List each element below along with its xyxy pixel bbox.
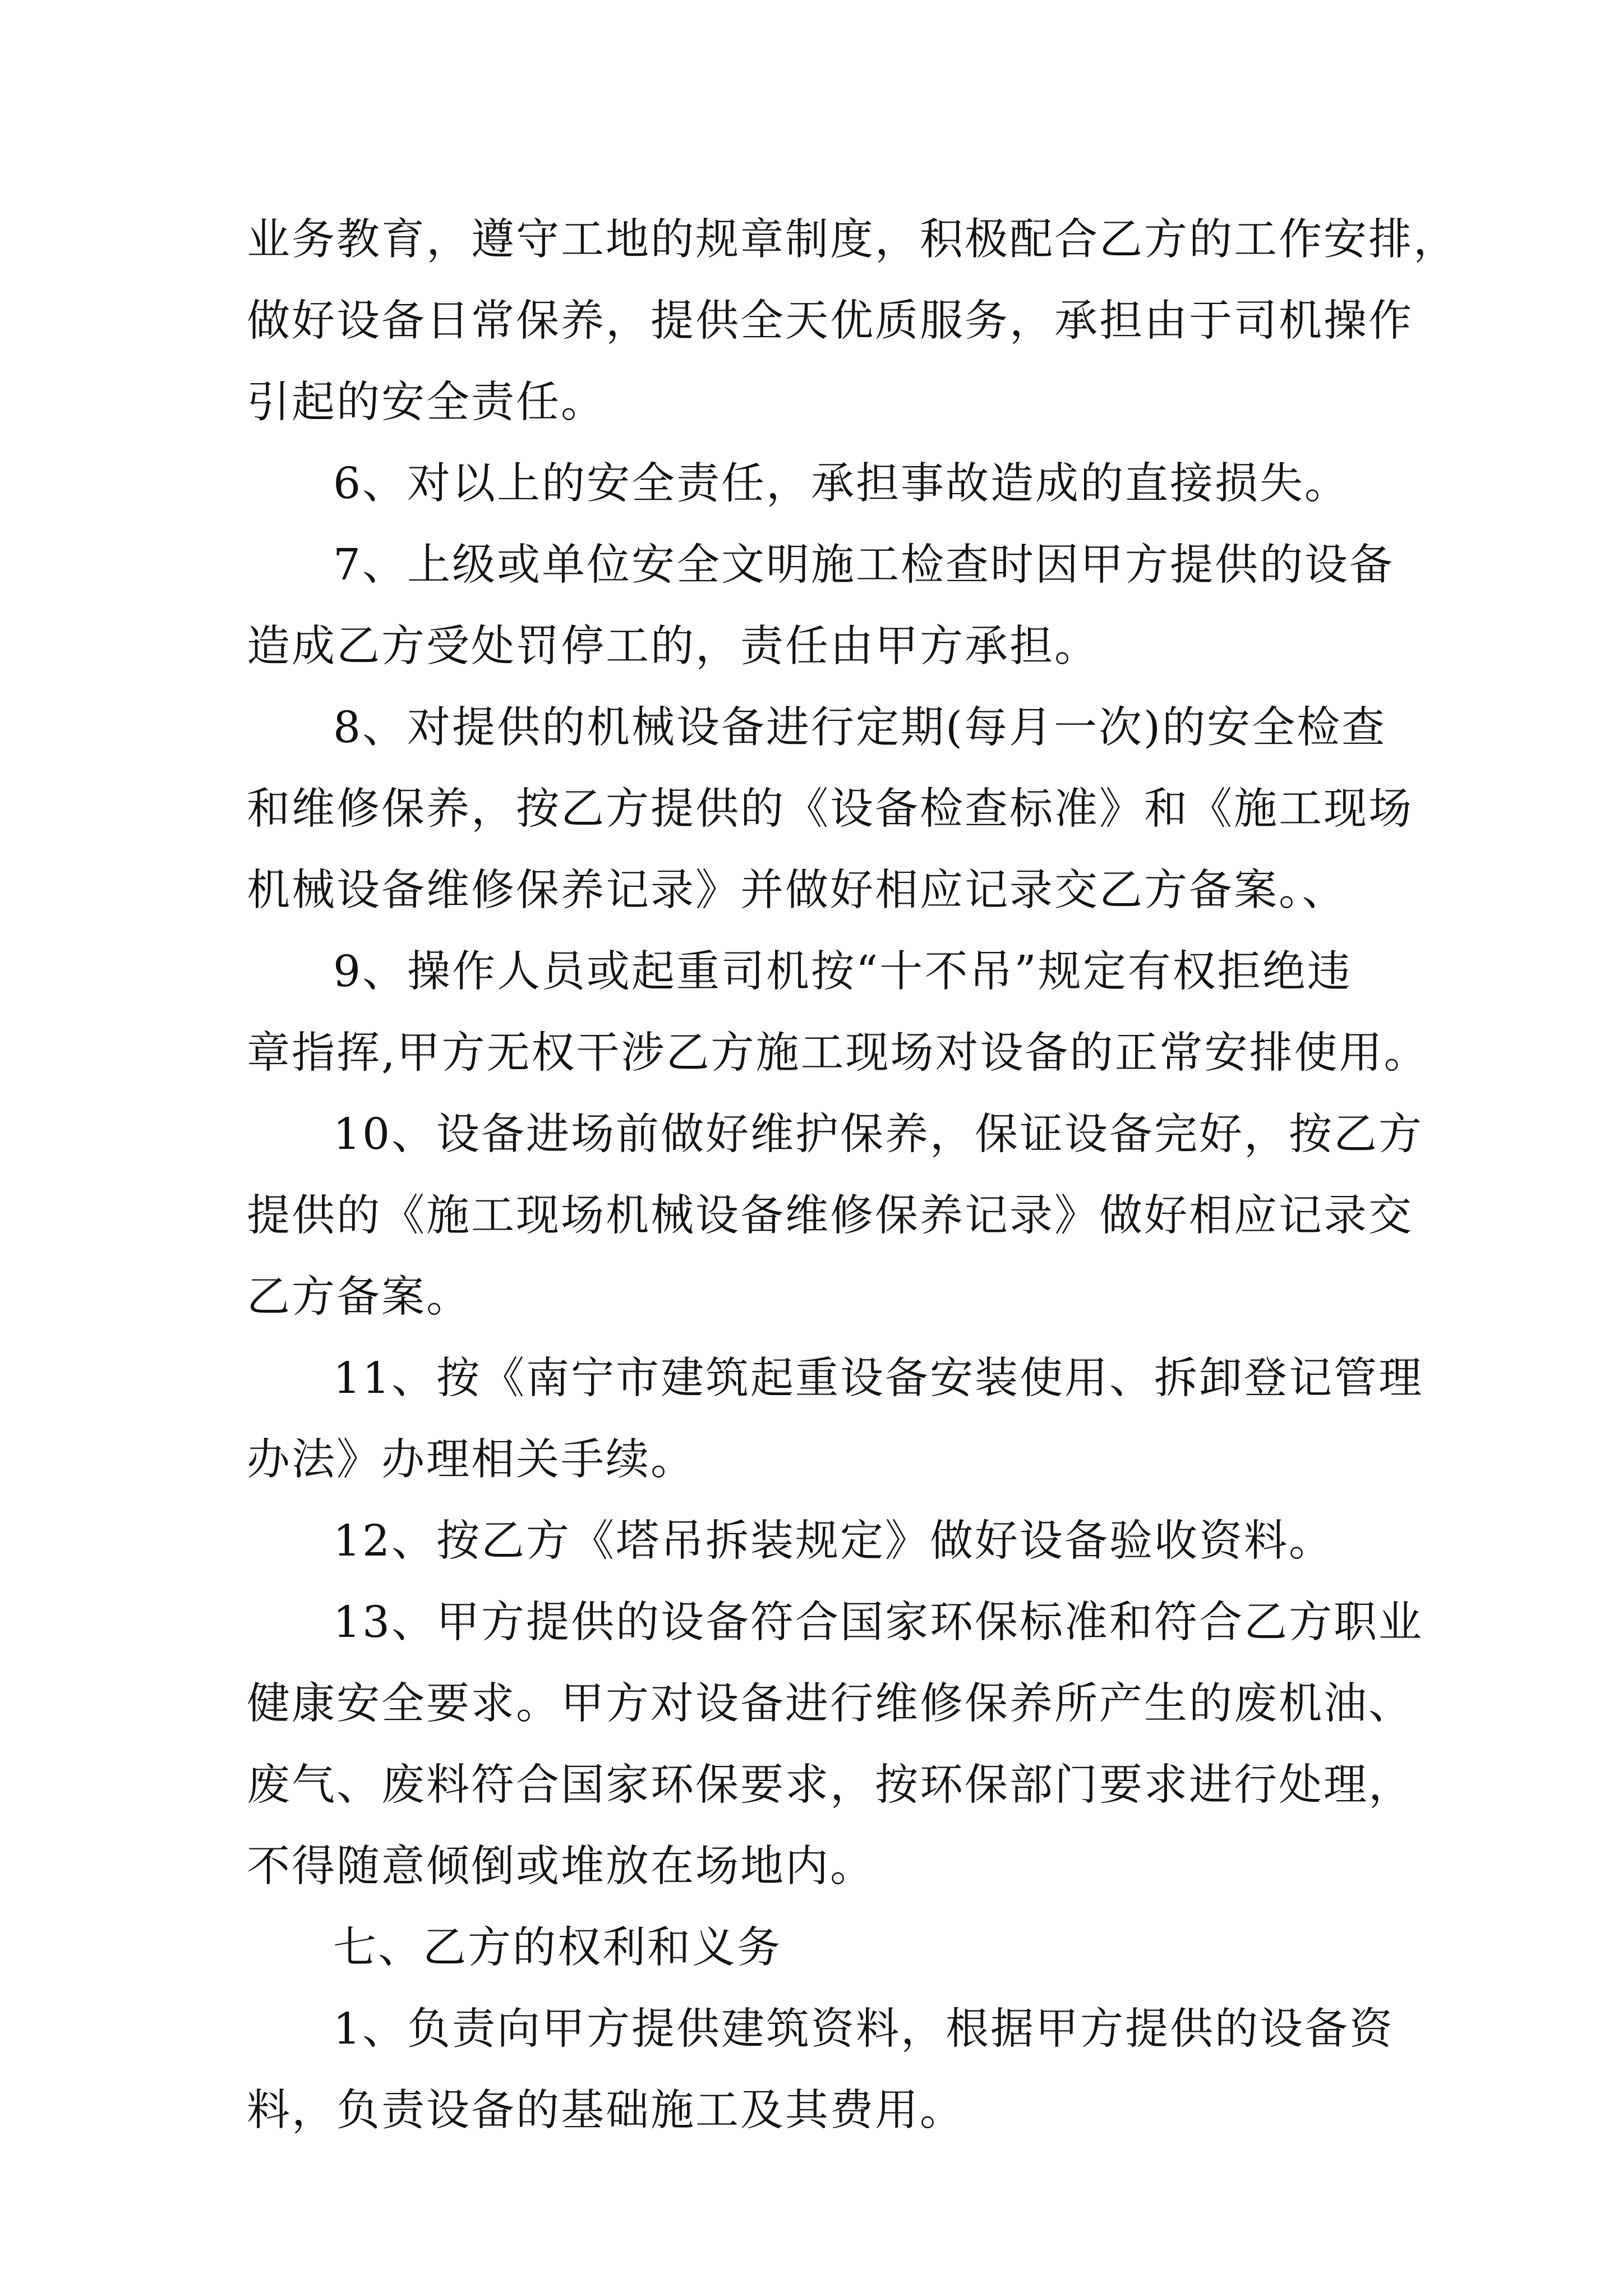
text-line: 引起的安全责任。: [247, 378, 606, 427]
text-line: 6、对以上的安全责任，承担事故造成的直接损失。: [333, 459, 1349, 509]
text-line: 七、乙方的权利和义务: [333, 1923, 782, 1973]
paragraph-item-7: [247, 524, 1394, 687]
text-line: 料，负责设备的基础施工及其费用。: [247, 2086, 965, 2136]
paragraph-item-11: [247, 1338, 1423, 1501]
paragraph-item-12: [247, 1501, 1385, 1582]
paragraph-item-10: [247, 1094, 1423, 1338]
text-line: 做好设备日常保养，提供全天优质服务，承担由于司机操作: [247, 296, 1413, 346]
text-line: 办法》办理相关手续。: [247, 1435, 695, 1485]
section-heading-7: [247, 1907, 1385, 1989]
text-line: 造成乙方受处罚停工的，责任由甲方承担。: [247, 622, 1099, 671]
text-line: 健康安全要求。甲方对设备进行维修保养所产生的废机油、: [247, 1679, 1413, 1729]
text-line: 章指挥,甲方无权干涉乙方施工现场对设备的正常安排使用。: [247, 1028, 1429, 1078]
text-line: 机械设备维修保养记录》并做好相应记录交乙方备案。、: [247, 866, 1347, 915]
paragraph-item-13: [247, 1582, 1423, 1907]
text-line: 12、按乙方《塔吊拆装规定》做好设备验收资料。: [333, 1516, 1334, 1566]
paragraph-item-6: [247, 443, 1385, 524]
text-line: 和维修保养，按乙方提供的《设备检查标准》和《施工现场: [247, 784, 1413, 834]
paragraph-continuation: [247, 199, 1458, 443]
text-line: 1、负责向甲方提供建筑资料，根据甲方提供的设备资: [333, 2004, 1394, 2054]
text-line: 8、对提供的机械设备进行定期(每月一次)的安全检查: [333, 703, 1387, 753]
text-line: 不得随意倾倒或堆放在场地内。: [247, 1842, 875, 1892]
text-line: 10、设备进场前做好维护保养，保证设备完好，按乙方: [333, 1110, 1423, 1159]
paragraph-item-9: [247, 931, 1429, 1094]
text-line: 提供的《施工现场机械设备维修保养记录》做好相应记录交: [247, 1191, 1413, 1241]
text-line: 7、上级或单位安全文明施工检查时因甲方提供的设备: [333, 540, 1394, 590]
text-line: 业务教育，遵守工地的规章制度，积极配合乙方的工作安排，: [247, 215, 1458, 265]
text-line: 13、甲方提供的设备符合国家环保标准和符合乙方职业: [333, 1598, 1423, 1648]
text-line: 9、操作人员或起重司机按“十不吊”规定有权拒绝违: [333, 947, 1352, 997]
text-line: 11、按《南宁市建筑起重设备安装使用、拆卸登记管理: [333, 1354, 1423, 1404]
document-body: [247, 199, 1458, 2151]
text-line: 乙方备案。: [247, 1272, 471, 1322]
paragraph-section-7-item-1: [247, 1989, 1394, 2151]
paragraph-item-8: [247, 687, 1413, 931]
text-line: 废气、废料符合国家环保要求，按环保部门要求进行处理，: [247, 1760, 1413, 1810]
